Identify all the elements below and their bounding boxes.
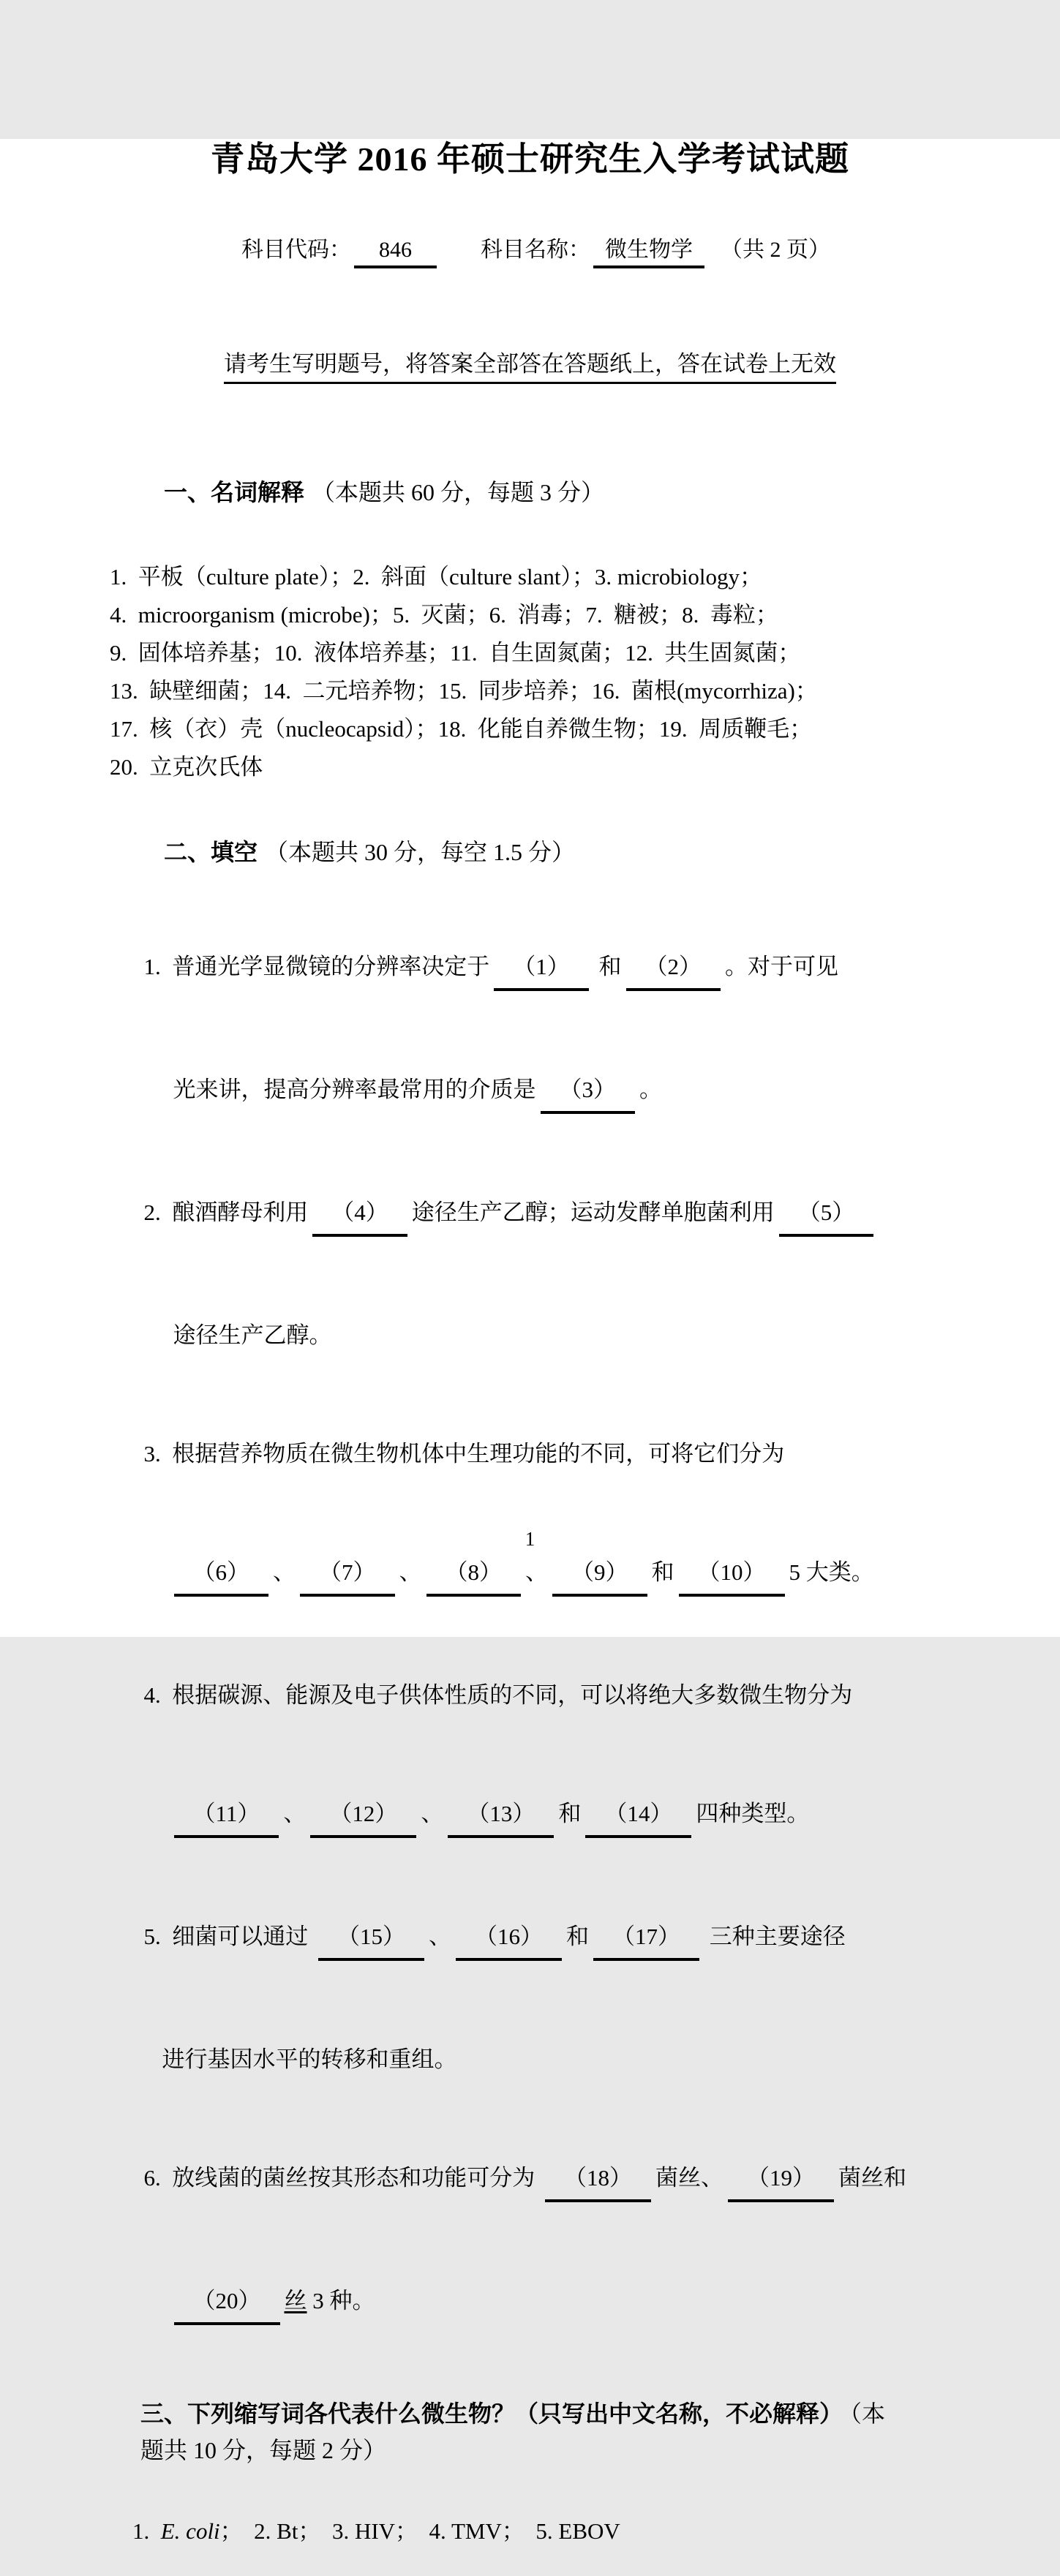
q2-text-3: 途径生产乙醇。 (173, 1322, 332, 1349)
term-list-line-4: 13. 缺壁细菌；14. 二元培养物；15. 同步培养；16. 菌根(mycorrhiza)； (110, 678, 818, 704)
q6-text-2: 菌丝、 (655, 2165, 723, 2191)
section-3-title: 三、下列缩写词各代表什么微生物？（只写出中文名称，不必解释） (140, 2400, 843, 2428)
q2-text-2: 途径生产乙醇；运动发酵单胞菌利用 (411, 1200, 775, 1226)
exam-title: 青岛大学 2016 年硕士研究生入学考试试题 (211, 140, 849, 178)
fill-q3-line1 (110, 1395, 950, 1513)
section-1-heading (110, 448, 950, 536)
fill-q1-line2 (110, 1031, 950, 1153)
q5-sep-1: 、 (429, 1924, 451, 1950)
q4-sep-2: 、 (421, 1801, 444, 1827)
blank-2: （2） (626, 947, 721, 991)
q5-text-2: 三种主要途径 (704, 1924, 846, 1950)
subject-code-label: 科目代码： (241, 238, 351, 263)
q6-text-3: 菌丝和 (838, 2165, 906, 2191)
blank-15: （15） (318, 1917, 424, 1961)
exam-paper-page (0, 139, 1060, 2545)
section-3-note-open: （本 (850, 2400, 886, 2428)
q3-text-2: 5 大类。 (789, 1559, 874, 1586)
blank-3: （3） (541, 1070, 636, 1114)
q1-text-3: 。对于可见 (725, 954, 838, 980)
q6-text-1: 6. 放线菌的菌丝按其形态和功能可分为 (143, 2165, 541, 2191)
abbrev-item1-number: 1. (132, 2518, 161, 2545)
fill-q4-line1 (110, 1636, 950, 1755)
blank-13: （13） (448, 1794, 554, 1838)
blank-6: （6） (174, 1553, 269, 1597)
q4-text-2: 四种类型。 (696, 1801, 810, 1827)
fill-q5-line2 (110, 2000, 950, 2119)
blank-11: （11） (174, 1794, 279, 1838)
term-definition-list (110, 558, 950, 786)
q1-text-4: 光来讲，提高分辨率最常用的介质是 (173, 1077, 536, 1103)
abbrev-items-rest: ； 2. Bt； 3. HIV； 4. TMV； 5. EBOV (219, 2518, 620, 2545)
q1-text-5: 。 (639, 1077, 662, 1103)
blank-5: （5） (779, 1193, 874, 1237)
blank-20: （20） (174, 2281, 280, 2325)
subject-name-label: 科目名称： (481, 238, 590, 263)
fill-q4-line2 (110, 1755, 950, 1878)
blank-16: （16） (456, 1917, 562, 1961)
subject-line (110, 207, 950, 297)
section-2-points-note: （本题共 30 分，每空 1.5 分） (265, 839, 576, 866)
fill-q2-line2 (110, 1276, 950, 1395)
answer-notice-row (110, 319, 950, 410)
term-list-line-6: 20. 立克次氏体 (110, 754, 263, 780)
q3-sep-3: 、 (525, 1559, 548, 1586)
blank-10: （10） (679, 1553, 785, 1597)
subject-name-value: 微生物学 (593, 236, 704, 268)
pages-count-note: （共 2 页） (721, 238, 830, 263)
blank-12: （12） (310, 1794, 416, 1838)
term-list-line-1: 1. 平板（culture plate）；2. 斜面（culture slant）；3. microbiology； (110, 564, 762, 590)
abbreviation-items-line (110, 2488, 950, 2576)
page-number: 1 (525, 1528, 535, 1550)
q5-text-1: 5. 细菌可以通过 (143, 1924, 314, 1950)
term-list-line-2: 4. microorganism (microbe)；5. 灭菌；6. 消毒；7. 糖被；8. 毒粒； (110, 602, 778, 628)
blank-8: （8） (426, 1553, 522, 1597)
section-2-heading (110, 808, 950, 896)
q3-and: 和 (651, 1559, 674, 1586)
fill-q6-line1 (110, 2119, 950, 2242)
fill-q6-line2 (110, 2242, 950, 2365)
q5-and: 和 (566, 1924, 589, 1950)
blank-19: （19） (728, 2158, 834, 2202)
blank-14: （14） (585, 1794, 691, 1838)
q6-si-underlined: 丝 (284, 2288, 307, 2314)
section-3-note-line2: 题共 10 分，每题 2 分） (140, 2437, 387, 2464)
q5-text-3: 进行基因水平的转移和重组。 (162, 2046, 457, 2073)
q4-sep-1: 、 (283, 1801, 307, 1827)
answer-notice: 请考生写明题号，将答案全部答在答题纸上，答在试卷上无效 (224, 345, 836, 384)
q1-text-1: 1. 普通光学显微镜的分辨率决定于 (143, 954, 490, 980)
fill-blank-list (110, 908, 950, 2365)
section-1-title: 一、名词解释 (164, 479, 305, 506)
q2-text-1: 2. 酿酒酵母利用 (143, 1200, 309, 1226)
blank-4: （4） (312, 1193, 407, 1237)
q6-text-5: 3 种。 (307, 2288, 375, 2314)
term-list-line-5: 17. 核（衣）壳（nucleocapsid）；18. 化能自养微生物；19. 周质鞭毛； (110, 716, 813, 742)
q4-text-1: 4. 根据碳源、能源及电子供体性质的不同，可以将绝大多数微生物分为 (143, 1682, 853, 1709)
fill-q5-line1 (110, 1878, 950, 2000)
abbrev-item1-term-ecoli: E. coli (160, 2518, 220, 2545)
q4-and: 和 (558, 1801, 582, 1827)
section-3-heading (110, 2395, 950, 2468)
blank-7: （7） (300, 1553, 395, 1597)
q1-text-2: 和 (593, 954, 622, 980)
blank-9: （9） (552, 1553, 647, 1597)
blank-17: （17） (593, 1917, 699, 1961)
section-1-points-note: （本题共 60 分，每题 3 分） (312, 479, 605, 506)
q3-text-1: 3. 根据营养物质在微生物机体中生理功能的不同，可将它们分为 (143, 1441, 785, 1467)
term-list-line-3: 9. 固体培养基；10. 液体培养基；11. 自生固氮菌；12. 共生固氮菌； (110, 640, 801, 666)
blank-18: （18） (545, 2158, 651, 2202)
blank-1: （1） (494, 947, 589, 991)
q3-sep-2: 、 (399, 1559, 422, 1586)
section-2-title: 二、填空 (164, 839, 258, 866)
fill-q1-line1 (110, 908, 950, 1031)
fill-q2-line1 (110, 1153, 950, 1276)
subject-code-value: 846 (354, 236, 437, 268)
q3-sep-1: 、 (273, 1559, 296, 1586)
